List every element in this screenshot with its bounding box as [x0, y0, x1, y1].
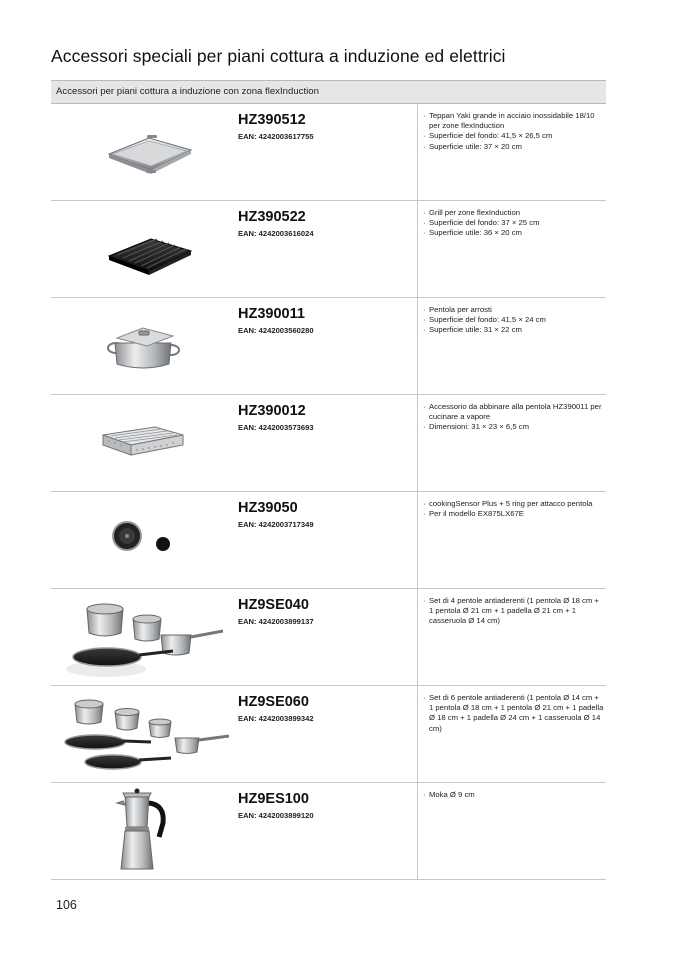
feature-item: · Set di 4 pentole antiaderenti (1 pentola Ø 18 cm + 1 pentola Ø 21 cm + 1 padella Ø 21 cm + 1 casseruola Ø 14 cm) [423, 596, 605, 627]
cookware-set-4-icon [51, 589, 233, 685]
moka-pot-icon [51, 783, 233, 879]
product-code: HZ390012 [238, 403, 306, 419]
feature-list [423, 790, 605, 800]
feature-list [423, 693, 605, 734]
accessories-table [51, 80, 606, 880]
column-divider [417, 589, 418, 685]
feature-item: · Superficie utile: 36 × 20 cm [423, 228, 605, 238]
product-row [51, 783, 606, 880]
feature-list [423, 596, 605, 627]
cookware-set-6-icon [51, 686, 233, 782]
product-ean: EAN: 4242003573693 [238, 423, 314, 432]
product-info [238, 790, 414, 822]
page-title: Accessori speciali per piani cottura a induzione ed elettrici [51, 46, 506, 66]
product-code: HZ9SE040 [238, 597, 309, 613]
cooking-sensor-icon [51, 492, 233, 588]
product-row [51, 492, 606, 589]
feature-item: · Per il modello EX875LX67E [423, 509, 605, 519]
feature-item: · Dimensioni: 31 × 23 × 6,5 cm [423, 422, 605, 432]
product-row [51, 395, 606, 492]
product-code: HZ39050 [238, 500, 298, 516]
product-ean: EAN: 4242003560280 [238, 326, 314, 335]
feature-item: · Superficie utile: 37 × 20 cm [423, 142, 605, 152]
product-info [238, 208, 414, 240]
column-divider [417, 783, 418, 879]
product-code: HZ390512 [238, 112, 306, 128]
product-info [238, 305, 414, 337]
feature-item: · Superficie del fondo: 37 × 25 cm [423, 218, 605, 228]
product-info [238, 693, 414, 725]
product-row [51, 201, 606, 298]
product-row [51, 298, 606, 395]
teppan-yaki-plate-icon [51, 104, 233, 200]
column-divider [417, 201, 418, 297]
product-ean: EAN: 4242003899342 [238, 714, 314, 723]
product-info [238, 499, 414, 531]
feature-item: · Moka Ø 9 cm [423, 790, 605, 800]
feature-item: · Accessorio da abbinare alla pentola HZ390011 per cucinare a vapore [423, 402, 605, 422]
feature-item: · Superficie utile: 31 × 22 cm [423, 325, 605, 335]
page-number: 106 [56, 898, 77, 912]
product-info [238, 111, 414, 143]
feature-list [423, 305, 605, 336]
product-ean: EAN: 4242003717349 [238, 520, 314, 529]
feature-item: · Superficie del fondo: 41,5 × 26,5 cm [423, 131, 605, 141]
grill-plate-icon [51, 201, 233, 297]
feature-list [423, 111, 605, 152]
product-code: HZ390011 [238, 306, 305, 322]
column-divider [417, 492, 418, 588]
feature-item: · Teppan Yaki grande in acciaio inossidabile 18/10 per zone flexInduction [423, 111, 605, 131]
product-ean: EAN: 4242003899120 [238, 811, 314, 820]
product-code: HZ390522 [238, 209, 306, 225]
column-divider [417, 104, 418, 200]
feature-item: · Pentola per arrosti [423, 305, 605, 315]
product-row [51, 104, 606, 201]
column-divider [417, 686, 418, 782]
product-info [238, 402, 414, 434]
feature-item: · Set di 6 pentole antiaderenti (1 pentola Ø 14 cm + 1 pentola Ø 18 cm + 1 pentola Ø 21 cm + 1 padella Ø 18 cm + 1 padella Ø 24 cm + 1 casseruola Ø 14 cm) [423, 693, 605, 734]
product-code: HZ9ES100 [238, 791, 309, 807]
product-ean: EAN: 4242003616024 [238, 229, 314, 238]
product-ean: EAN: 4242003899137 [238, 617, 314, 626]
product-code: HZ9SE060 [238, 694, 309, 710]
product-ean: EAN: 4242003617755 [238, 132, 314, 141]
column-divider [417, 298, 418, 394]
steam-insert-icon [51, 395, 233, 491]
roasting-pan-icon [51, 298, 233, 394]
product-row [51, 686, 606, 783]
product-info [238, 596, 414, 628]
feature-list [423, 499, 605, 519]
section-header: Accessori per piani cottura a induzione con zona flexInduction [51, 80, 606, 104]
feature-list [423, 402, 605, 433]
feature-list [423, 208, 605, 239]
feature-item: · cookingSensor Plus + 5 ring per attacco pentola [423, 499, 605, 509]
column-divider [417, 395, 418, 491]
feature-item: · Superficie del fondo: 41,5 × 24 cm [423, 315, 605, 325]
product-row [51, 589, 606, 686]
feature-item: · Grill per zone flexInduction [423, 208, 605, 218]
